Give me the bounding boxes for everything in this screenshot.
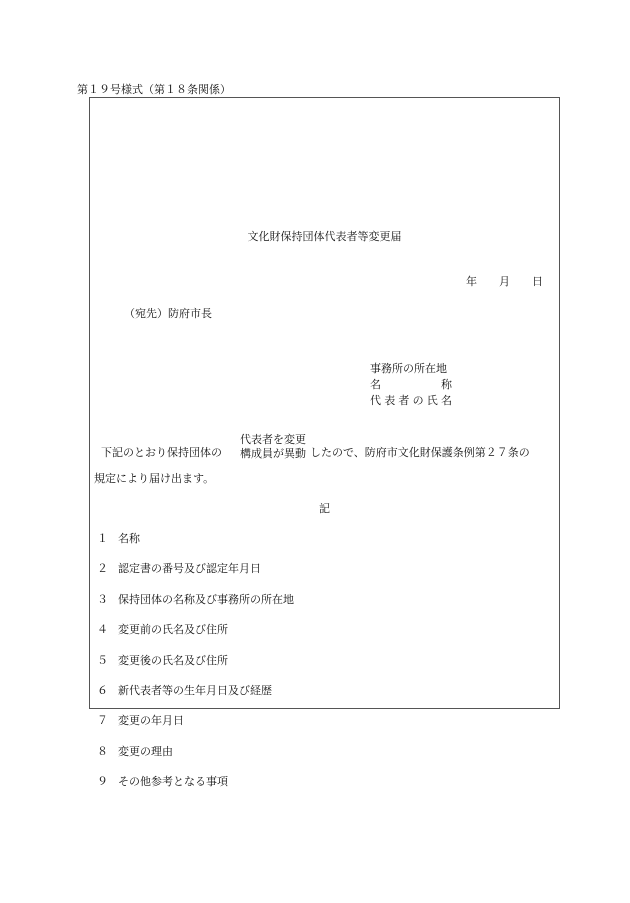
item-label: 変更の年月日 (118, 714, 184, 728)
body-lead: 下記のとおり保持団体の (101, 446, 222, 459)
item-number: ８ (97, 744, 108, 758)
office-address-label: 事務所の所在地 (370, 362, 447, 375)
item-label: 保持団体の名称及び事務所の所在地 (118, 592, 294, 606)
list-item (97, 652, 294, 682)
item-number: ６ (97, 683, 108, 697)
name-label (370, 377, 452, 393)
list-item (97, 682, 294, 712)
item-label: その他参考となる事項 (118, 775, 228, 789)
item-number: ４ (97, 623, 108, 637)
body-line-2: 規定により届け出ます。 (94, 472, 215, 485)
item-number: ２ (97, 562, 108, 576)
list-item (97, 560, 294, 590)
option-representative-change: 代表者を変更 (240, 433, 306, 446)
body-tail: したので、防府市文化財保護条例第２７条の (310, 446, 530, 459)
date-month: 月 (499, 275, 510, 288)
name-char: 称 (441, 378, 452, 391)
form-number: 第１９号様式（第１８条関係） (77, 83, 231, 96)
item-label: 名称 (118, 532, 140, 545)
item-label: 新代表者等の生年月日及び経歴 (118, 683, 272, 697)
rep-char: 氏 (426, 394, 438, 407)
form-frame (89, 97, 560, 789)
ki-heading: 記 (319, 502, 330, 515)
rep-char: 表 (384, 394, 396, 407)
item-label: 変更前の氏名及び住所 (118, 623, 228, 637)
applicant-block (370, 361, 452, 409)
rep-char: 代 (370, 394, 381, 407)
name-char: 名 (370, 378, 381, 391)
rep-char: 者 (398, 394, 410, 407)
option-member-change: 構成員が異動 (240, 447, 306, 460)
item-number: ５ (97, 653, 108, 667)
item-number: ３ (97, 592, 108, 606)
date-line (444, 273, 543, 289)
item-label: 認定書の番号及び認定年月日 (118, 562, 261, 576)
document-title: 文化財保持団体代表者等変更届 (247, 230, 402, 243)
item-number: １ (97, 532, 108, 545)
item-list (97, 530, 294, 804)
list-item (97, 530, 294, 560)
list-item (97, 743, 294, 773)
item-number: ７ (97, 714, 108, 728)
representative-label (370, 393, 452, 409)
list-item (97, 591, 294, 621)
list-item (97, 621, 294, 651)
rep-char: 名 (440, 394, 452, 407)
item-label: 変更後の氏名及び住所 (118, 653, 228, 667)
addressee: （宛先）防府市長 (124, 307, 212, 320)
date-year: 年 (466, 275, 477, 288)
list-item (97, 773, 294, 803)
rep-char: の (412, 394, 424, 407)
list-item (97, 712, 294, 742)
item-number: ９ (97, 775, 108, 789)
item-label: 変更の理由 (118, 744, 173, 758)
date-day: 日 (532, 275, 543, 288)
change-type-choice (240, 433, 306, 461)
